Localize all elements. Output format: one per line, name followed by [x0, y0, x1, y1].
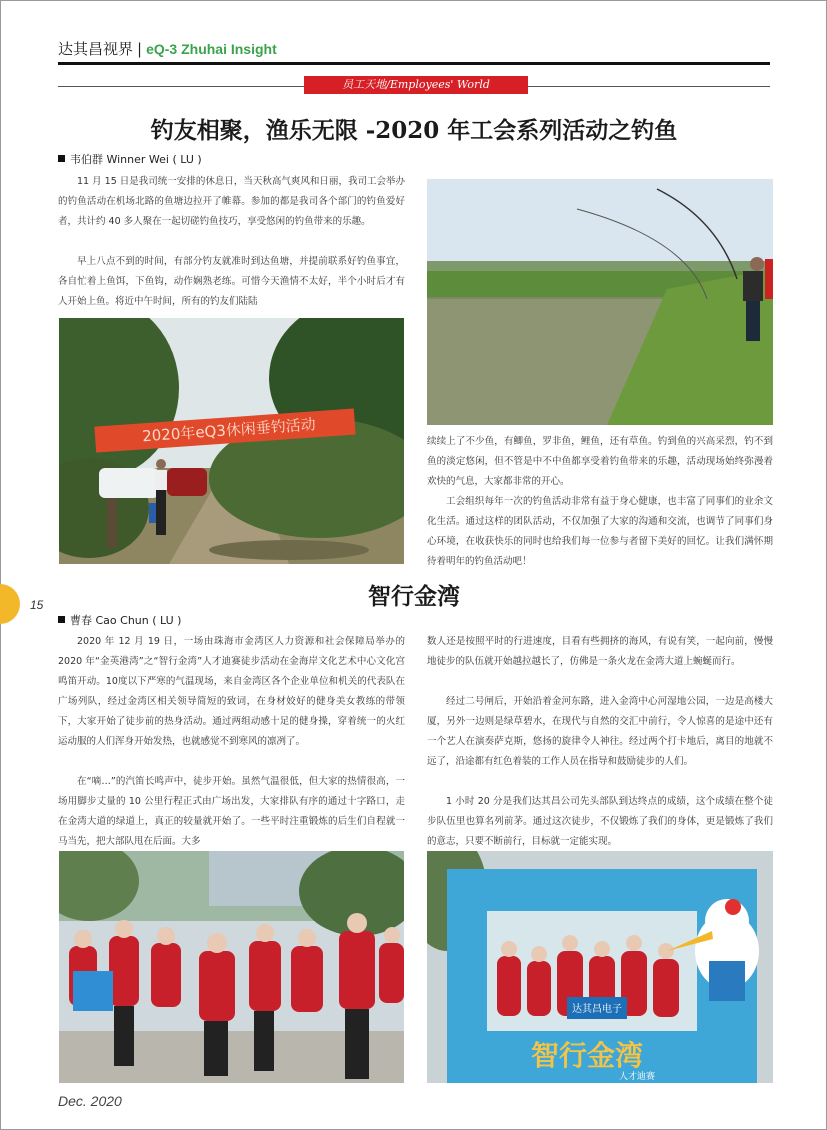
magazine-title-en: eQ-3 Zhuhai Insight	[146, 41, 277, 57]
photo-team-board	[427, 851, 773, 1083]
article2-paragraph: 1 小时 20 分是我们达其昌公司先头部队到达终点的成绩，这个成绩在整个徒步队伍里也算名列前茅。通过这次徒步，不仅锻炼了我们的身体，更是锻炼了我们的意志，只要不断前行，目标就一定能实现。	[427, 796, 773, 847]
page-footer: Dec. 2020	[58, 1093, 122, 1109]
byline-bullet	[58, 616, 65, 623]
magazine-header	[58, 38, 277, 59]
article2-title: 智行金湾	[368, 583, 460, 610]
article1-paragraph: 续续上了不少鱼，有鲫鱼，罗非鱼，鲤鱼，还有草鱼。钓到鱼的兴高采烈，钓不到鱼的淡定悠闲，但不管是中不中鱼都享受着钓鱼带来的乐趣，活动现场始终弥漫着欢快的气息，大家都非常的开心。	[427, 436, 773, 487]
photo-hiking-crowd	[59, 851, 404, 1083]
board-subtitle-text: 人才迪赛	[618, 1072, 656, 1082]
article1-byline	[58, 151, 202, 167]
article2-paragraph: 数人还是按照平时的行进速度，目看有些拥挤的海风，有说有笑，一起向前，慢慢地徒步的队伍就开始越拉越长了，仿佛是一条火龙在金湾大道上蜿蜒而行。	[427, 636, 773, 667]
board-logo-text: 智行金湾	[530, 1039, 644, 1072]
header-rule	[58, 62, 770, 65]
photo-fishing-banner	[59, 318, 404, 564]
article1-paragraph: 工会组织每年一次的钓鱼活动非常有益于身心健康，也丰富了同事们的业余文化生活。通过这样的团队活动，不仅加强了大家的沟通和交流，也调节了同事们身心环境，在收获快乐的同时也给我们每一位参与者留下美好的回忆。让我们满怀期待着明年的钓鱼活动吧！	[427, 496, 773, 567]
article2-paragraph: 在“嘀…”的汽笛长鸣声中，徒步开始。虽然气温很低，但大家的热情很高，一场用脚步丈量的 10 公里行程正式由广场出发，大家排队有序的通过十字路口，走在金湾大道的绿道上，真正的较量就开始了。一些平时注重锻炼的后生们自程就一马当先，把大部队甩在后面。大多	[58, 776, 405, 847]
section-tag: 员工天地/Employees' World	[304, 76, 528, 94]
article1-author: 韦伯群 Winner Wei ( LU )	[70, 153, 202, 166]
photo-fishing-pond	[427, 179, 773, 425]
article2-paragraph: 2020 年 12 月 19 日，一场由珠海市金湾区人力资源和社会保障局举办的 2020 年“金英港湾”之“智行金湾”人才迪赛徒步活动在金海岸文化艺术中心文化宫鸣笛开动。10度以下严寒的气温现场，来自金湾区各个企业单位和机关的代表队在广场列队，经过金湾区相关领导简短的致词，在身材姣好的健身美女教练的带领下，大家开始了徒步前的热身活动。通过两组动感十足的健身操，穿着统一的火红运动服的人们浑身开始发热，也就感觉不到寒风的凛冽了。	[58, 636, 405, 747]
team-sign-text: 达其昌电子	[572, 1004, 622, 1015]
page-number: 15	[30, 598, 44, 612]
article1-paragraph: 早上八点不到的时间，有部分钓友就准时到达鱼塘，并提前联系好钓鱼事宜，各自忙着上鱼饵，下鱼钩，动作娴熟老练。可惜今天渔情不太好，半个小时后才有人开始上鱼。将近中午时间，所有的钓友们陆陆	[58, 256, 405, 307]
article1-paragraph: 11 月 15 日是我司统一安排的休息日，当天秋高气爽风和日丽，我司工会举办的钓鱼活动在机场北路的鱼塘边拉开了帷幕。参加的都是我司各个部门的钓鱼爱好者，共计约 40 多人聚在一起切磋钓鱼技巧，享受悠闲的钓鱼带来的乐趣。	[58, 176, 405, 227]
article2-byline	[58, 612, 181, 628]
magazine-title-cn: 达其昌视界	[58, 40, 134, 58]
article1-title: 钓友相聚，渔乐无限 -2020 年工会系列活动之钓鱼	[150, 117, 678, 144]
banner-text: 2020年eQ3休闲垂钓活动	[141, 415, 317, 446]
header-separator: |	[137, 40, 143, 58]
byline-bullet	[58, 155, 65, 162]
article2-author: 曹春 Cao Chun ( LU )	[70, 614, 182, 627]
article2-paragraph: 经过二号闸后，开始沿着金河东路，进入金湾中心河湿地公园，一边是高楼大厦，另外一边则是绿草碧水，在现代与自然的交汇中前行，令人惊喜的是途中还有一个艺人在演奏萨克斯，悠扬的旋律令人神往。经过两个打卡地后，离目的地就不远了，沿途都有红色着装的工作人员在指导和鼓励徒步的人们。	[427, 696, 773, 767]
